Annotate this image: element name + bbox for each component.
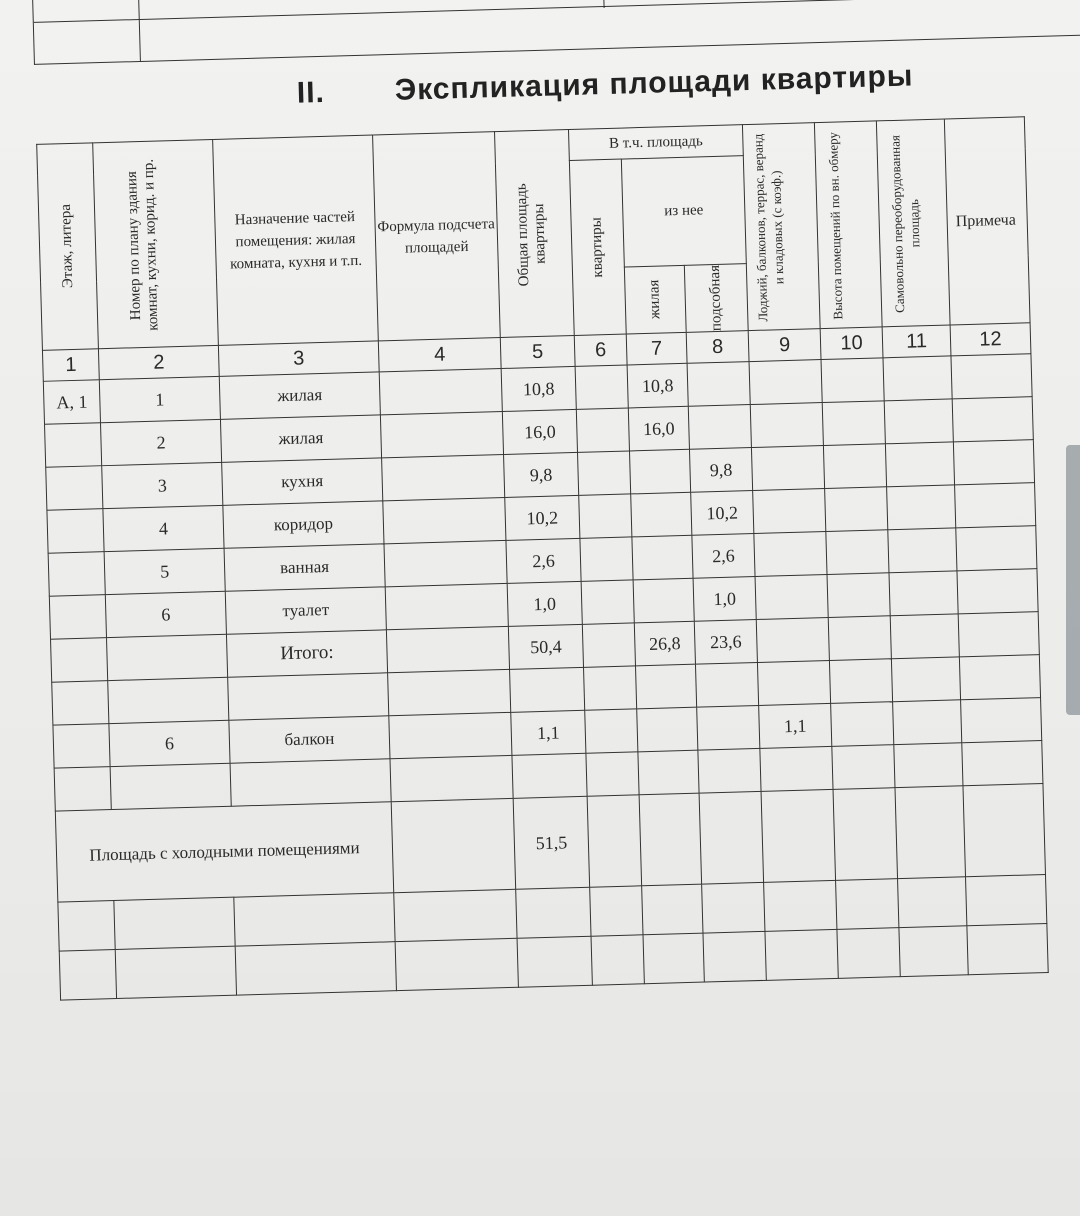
unauthorized-cell <box>888 528 957 573</box>
floor-cell <box>51 638 108 683</box>
note-cell <box>952 397 1033 442</box>
unauthorized-cell <box>887 485 956 530</box>
balcony-area-cell <box>753 489 826 534</box>
note-cell <box>953 440 1034 485</box>
scrollbar[interactable] <box>1066 445 1080 715</box>
floor-cell <box>54 767 111 812</box>
unauthorized-cell <box>883 356 952 401</box>
floor-cell <box>49 595 106 640</box>
purpose-cell: туалет <box>225 587 386 634</box>
unauthorized-cell <box>891 657 960 702</box>
note-cell <box>957 569 1038 614</box>
height-cell <box>827 573 890 618</box>
living-area-cell: 26,8 <box>634 621 695 666</box>
living-area-cell: 16,0 <box>628 406 689 451</box>
header-note: Примеча <box>944 117 1030 325</box>
balcony-area-cell <box>750 403 823 448</box>
living-area-cell <box>632 535 693 580</box>
header-purpose: Назначение частей помещения: жилая комната, кухня и т.п. <box>213 135 379 345</box>
floor-cell <box>53 724 110 769</box>
auxiliary-area-cell <box>687 362 750 407</box>
formula-cell <box>386 626 509 672</box>
formula-cell <box>389 712 512 758</box>
note-cell <box>962 741 1043 786</box>
note-cell <box>959 655 1040 700</box>
purpose-cell: кухня <box>222 458 383 505</box>
floor-cell: А, 1 <box>43 380 100 425</box>
purpose-cell: жилая <box>220 415 381 462</box>
height-cell <box>829 659 892 704</box>
auxiliary-area-cell <box>695 662 758 707</box>
header-apartment: квартиры <box>569 159 626 335</box>
living-area-cell <box>633 578 694 623</box>
balcony-area-cell <box>754 532 827 577</box>
auxiliary-area-cell <box>698 748 761 793</box>
formula-cell <box>384 540 507 586</box>
total-area-cell <box>510 667 585 712</box>
note-cell <box>956 526 1037 571</box>
cold-area-value: 51,5 <box>513 796 590 889</box>
total-area-cell: 1,1 <box>511 710 586 755</box>
total-area-cell: 16,0 <box>502 409 577 454</box>
height-cell <box>825 487 888 532</box>
formula-cell <box>383 497 506 543</box>
height-cell <box>831 702 894 747</box>
living-area-cell <box>631 492 692 537</box>
room-number-cell: 1 <box>99 376 220 422</box>
purpose-cell <box>228 673 389 720</box>
apartment-cell <box>581 580 634 624</box>
total-area-cell: 2,6 <box>506 538 581 583</box>
height-cell <box>828 616 891 661</box>
room-number-cell: 3 <box>102 462 223 508</box>
formula-cell <box>390 755 513 801</box>
formula-cell <box>382 454 505 500</box>
header-room-number: Номер по плану здания комнат, кухни, корид. и пр. <box>93 139 219 348</box>
room-number-cell: 6 <box>109 720 230 766</box>
auxiliary-area-cell <box>688 405 751 450</box>
header-auxiliary: подсобная <box>684 264 748 333</box>
purpose-cell: Итого: <box>226 630 387 677</box>
header-balconies: Лоджий, балконов, террас, веранд и кладовых (с коэф.) <box>742 123 820 331</box>
balcony-area-cell <box>757 660 830 705</box>
balcony-area-cell <box>749 360 822 405</box>
height-cell <box>822 401 885 446</box>
apartment-cell <box>575 365 628 409</box>
unauthorized-cell <box>885 442 954 487</box>
purpose-cell: коридор <box>223 501 384 548</box>
balcony-area-cell <box>755 574 828 619</box>
section-heading <box>296 57 1017 111</box>
apartment-cell <box>580 537 633 581</box>
formula-cell <box>380 411 503 457</box>
height-cell <box>821 358 884 403</box>
height-cell <box>823 444 886 489</box>
living-area-cell <box>635 664 696 709</box>
total-area-cell: 10,2 <box>505 495 580 540</box>
header-total-area: Общая площадь квартиры <box>495 130 575 338</box>
floor-cell <box>47 509 104 554</box>
header-formula: Формула подсчета площадей <box>373 132 501 341</box>
balcony-area-cell <box>751 446 824 491</box>
living-area-cell <box>638 750 699 795</box>
apartment-cell <box>586 752 639 796</box>
total-area-cell: 10,8 <box>501 366 576 411</box>
header-height: Высота помещений по вн. обмеру <box>814 121 882 329</box>
balcony-area-cell: 1,1 <box>759 703 832 748</box>
total-area-cell: 50,4 <box>508 624 583 669</box>
header-living: жилая <box>624 265 686 334</box>
header-floor: Этаж, литера <box>37 143 99 350</box>
previous-table-fragment <box>32 0 1080 65</box>
header-incl-area: В т.ч. площадь <box>568 125 743 161</box>
section-number: II. <box>296 75 326 110</box>
total-area-cell: 1,0 <box>507 581 582 626</box>
formula-cell <box>388 669 511 715</box>
purpose-cell: ванная <box>224 544 385 591</box>
living-area-cell <box>629 449 690 494</box>
room-number-cell <box>110 763 231 809</box>
auxiliary-area-cell: 9,8 <box>689 448 752 493</box>
explication-table <box>36 116 1049 1000</box>
living-area-cell <box>637 707 698 752</box>
section-title: Экспликация площади квартиры <box>394 59 914 107</box>
unauthorized-cell <box>890 614 959 659</box>
height-cell <box>826 530 889 575</box>
cold-area-label: Площадь с холодными помещениями <box>55 802 393 902</box>
auxiliary-area-cell: 1,0 <box>693 577 756 622</box>
header-of-which: из нее <box>621 156 746 267</box>
apartment-cell <box>578 451 631 495</box>
note-cell <box>955 483 1036 528</box>
floor-cell <box>52 681 109 726</box>
apartment-cell <box>579 494 632 538</box>
room-number-cell: 4 <box>103 505 224 551</box>
auxiliary-area-cell: 10,2 <box>691 491 754 536</box>
note-cell <box>951 354 1032 399</box>
unauthorized-cell <box>893 700 962 745</box>
floor-cell <box>46 466 103 511</box>
column-numbers-row: 1 2 3 4 5 6 7 8 9 10 11 12 <box>42 323 1030 382</box>
floor-cell <box>48 552 105 597</box>
room-number-cell <box>108 677 229 723</box>
unauthorized-cell <box>889 571 958 616</box>
unauthorized-cell <box>894 743 963 788</box>
note-cell <box>958 612 1039 657</box>
apartment-cell <box>585 709 638 753</box>
apartment-cell <box>584 666 637 710</box>
formula-cell <box>385 583 508 629</box>
note-cell <box>961 698 1042 743</box>
room-number-cell: 5 <box>104 548 225 594</box>
apartment-cell <box>576 408 629 452</box>
auxiliary-area-cell <box>697 705 760 750</box>
living-area-cell: 10,8 <box>627 363 688 408</box>
room-number-cell: 6 <box>105 591 226 637</box>
unauthorized-cell <box>884 399 953 444</box>
purpose-cell: балкон <box>229 716 390 763</box>
formula-cell <box>379 369 502 415</box>
balcony-area-cell <box>756 617 829 662</box>
header-unauthorized-area: Самовольно переоборудованная площадь <box>876 119 950 327</box>
balcony-area-cell <box>760 746 833 791</box>
total-area-cell <box>512 753 587 798</box>
floor-cell <box>45 423 102 468</box>
room-number-cell <box>106 634 227 680</box>
apartment-cell <box>582 623 635 667</box>
auxiliary-area-cell: 23,6 <box>694 619 757 664</box>
height-cell <box>832 745 895 790</box>
purpose-cell: жилая <box>219 372 380 419</box>
purpose-cell <box>230 759 391 806</box>
total-area-cell: 9,8 <box>504 452 579 497</box>
auxiliary-area-cell: 2,6 <box>692 534 755 579</box>
room-number-cell: 2 <box>100 419 221 465</box>
